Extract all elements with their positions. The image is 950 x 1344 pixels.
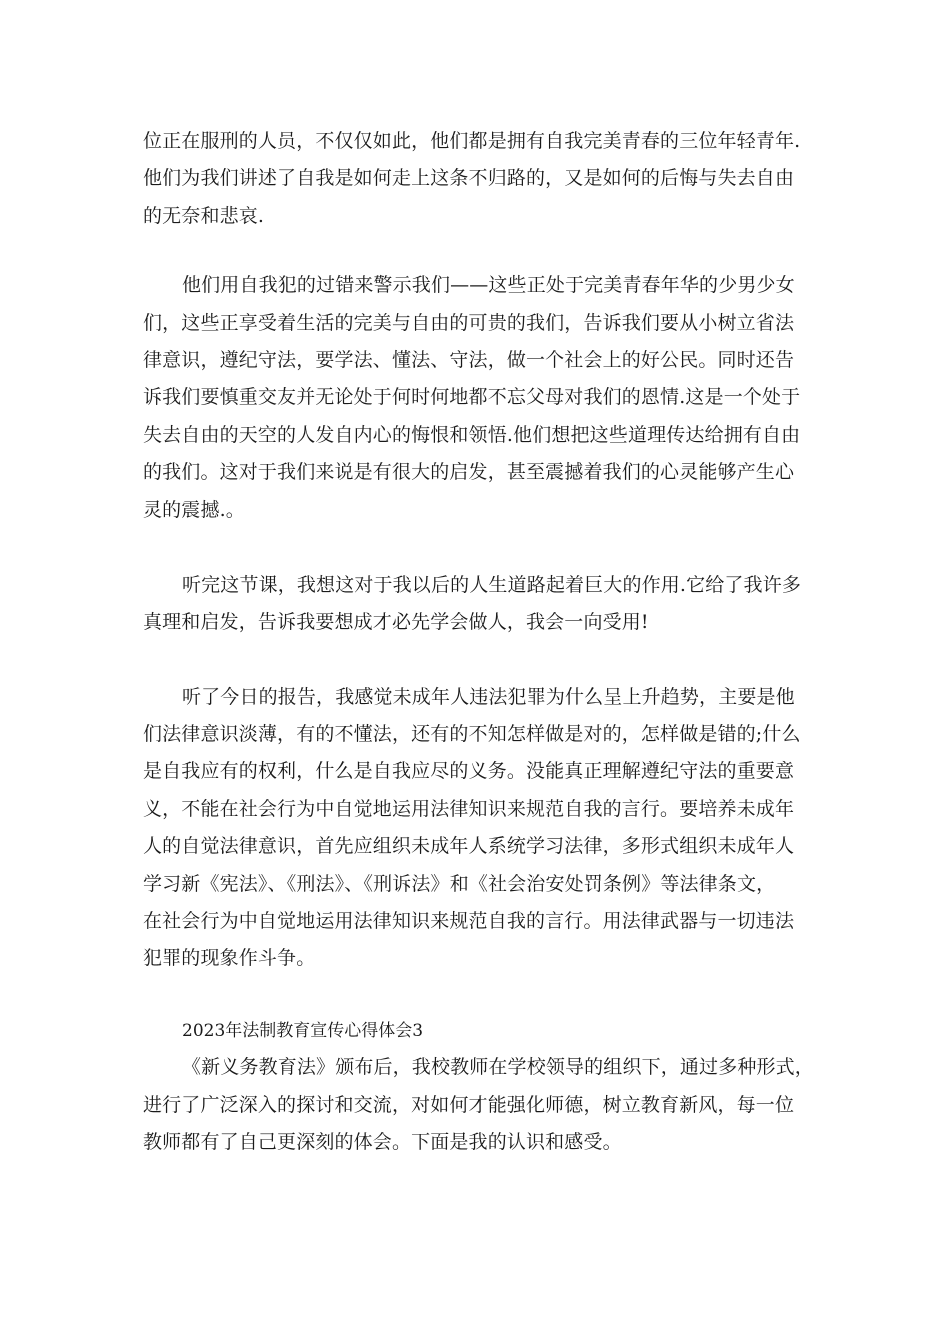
paragraph-4-line-2: 们法律意识淡薄，有的不懂法，还有的不知怎样做是对的，怎样做是错的;什么 [143, 723, 801, 745]
paragraph-1-line-1: 位正在服刑的人员，不仅仅如此，他们都是拥有自我完美青春的三位年轻青年. [143, 130, 801, 152]
paragraph-2-line-3: 律意识，遵纪守法，要学法、懂法、守法，做一个社会上的好公民。同时还告 [143, 349, 795, 371]
paragraph-2-line-1: 他们用自我犯的过错来警示我们——这些正处于完美青春年华的少男少女 [182, 274, 795, 296]
paragraph-5-line-1: 《新义务教育法》颁布后，我校教师在学校领导的组织下，通过多种形式， [182, 1056, 814, 1078]
paragraph-4-line-5: 人的自觉法律意识，首先应组织未成年人系统学习法律，多形式组织未成年人 [143, 835, 795, 857]
paragraph-4-line-6: 学习新《宪法》、《刑法》、《刑诉法》和《社会治安处罚条例》等法律条文， [143, 873, 776, 895]
paragraph-4-line-7: 在社会行为中自觉地运用法律知识来规范自我的言行。用法律武器与一切违法 [143, 910, 795, 932]
paragraph-4-line-1: 听了今日的报告，我感觉未成年人违法犯罪为什么呈上升趋势，主要是他 [182, 686, 795, 708]
paragraph-2-line-5: 失去自由的天空的人发自内心的悔恨和领悟.他们想把这些道理传达给拥有自由 [143, 424, 801, 446]
section-heading: 2023年法制教育宣传心得体会3 [182, 1021, 424, 1041]
paragraph-4-line-3: 是自我应有的权利，什么是自我应尽的义务。没能真正理解遵纪守法的重要意 [143, 760, 795, 782]
paragraph-1-line-2: 他们为我们讲述了自我是如何走上这条不归路的，又是如何的后悔与失去自由 [143, 167, 795, 189]
paragraph-5-line-3: 教师都有了自己更深刻的体会。下面是我的认识和感受。 [143, 1131, 622, 1153]
paragraph-2-line-7: 灵的震撼.。 [143, 499, 245, 521]
paragraph-5-line-2: 进行了广泛深入的探讨和交流，对如何才能强化师德，树立教育新风，每一位 [143, 1094, 795, 1116]
paragraph-4-line-4: 义，不能在社会行为中自觉地运用法律知识来规范自我的言行。要培养未成年 [143, 798, 795, 820]
paragraph-2-line-2: 们，这些正享受着生活的完美与自由的可贵的我们，告诉我们要从小树立省法 [143, 312, 795, 334]
paragraph-3-line-1: 听完这节课，我想这对于我以后的人生道路起着巨大的作用.它给了我许多 [182, 574, 801, 596]
paragraph-2-line-6: 的我们。这对于我们来说是有很大的启发，甚至震撼着我们的心灵能够产生心 [143, 461, 795, 483]
paragraph-2-line-4: 诉我们要慎重交友并无论处于何时何地都不忘父母对我们的恩情.这是一个处于 [143, 386, 801, 408]
paragraph-1-line-3: 的无奈和悲哀. [143, 205, 265, 227]
paragraph-3-line-2: 真理和启发，告诉我要想成才必先学会做人，我会一向受用! [143, 611, 649, 633]
paragraph-4-line-8: 犯罪的现象作斗争。 [143, 947, 316, 969]
